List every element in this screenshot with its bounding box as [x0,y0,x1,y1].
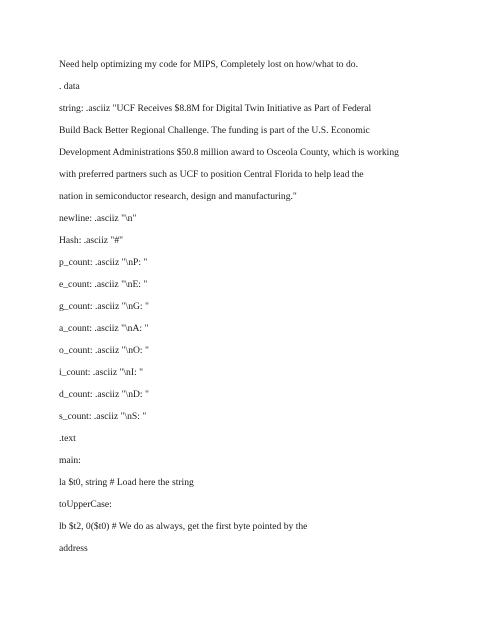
text-line: newline: .asciiz "\n" [59,213,137,224]
text-line: .text [59,433,76,444]
text-line: la $t0, string # Load here the string [59,477,194,488]
text-line: Need help optimizing my code for MIPS, Completely lost on how/what to do. [59,59,358,70]
text-line: toUpperCase: [59,499,112,510]
text-line: string: .asciiz "UCF Receives $8.8M for Digital Twin Initiative as Part of Federal [59,103,372,114]
document-body [59,58,465,556]
text-line: main: [59,455,81,466]
text-line: s_count: .asciiz "\nS: " [59,411,147,422]
text-line: g_count: .asciiz "\nG: " [59,301,149,312]
text-line: Build Back Better Regional Challenge. The funding is part of the U.S. Economic [59,125,370,136]
text-line: address [59,543,88,554]
text-line: d_count: .asciiz "\nD: " [59,389,149,400]
text-line: Hash: .asciiz "#" [59,235,124,246]
text-line: Development Administrations $50.8 million award to Osceola County, which is working [59,147,399,158]
text-line: i_count: .asciiz "\nI: " [59,367,144,378]
text-line: lb $t2, 0($t0) # We do as always, get the first byte pointed by the [59,521,308,532]
text-line: . data [59,81,80,92]
text-line: nation in semiconductor research, design and manufacturing." [59,191,297,202]
text-line: e_count: .asciiz "\nE: " [59,279,148,290]
text-line: with preferred partners such as UCF to position Central Florida to help lead the [59,169,364,180]
text-line: o_count: .asciiz "\nO: " [59,345,149,356]
text-line: a_count: .asciiz "\nA: " [59,323,149,334]
text-line: p_count: .asciiz "\nP: " [59,257,148,268]
